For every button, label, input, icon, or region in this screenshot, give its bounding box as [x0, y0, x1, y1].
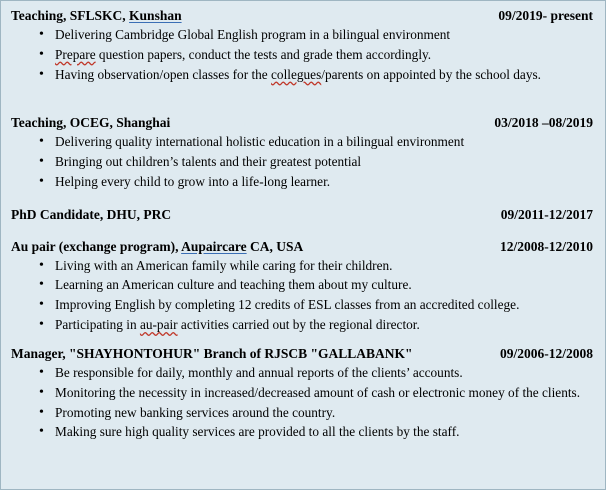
entry-header	[9, 345, 595, 363]
entry-bullets	[9, 364, 595, 443]
list-item: • Having observation/open classes for the collegues/parents on appointed by the school days.	[9, 66, 595, 85]
entry-date: 09/2019- present	[498, 8, 593, 23]
section-spacer	[9, 226, 595, 238]
list-item: • Learning an American culture and teaching them about my culture.	[9, 276, 595, 295]
education-entry	[9, 206, 595, 224]
entry-title: Teaching, OCEG, Shanghai	[11, 115, 171, 131]
entry-title-text: Teaching, SFLSKC,	[11, 8, 130, 23]
entry-title-tail: CA, USA	[246, 238, 304, 254]
section-spacer	[9, 194, 595, 206]
list-item: • Delivering quality international holistic education in a bilingual environment	[9, 133, 595, 152]
experience-entry	[9, 7, 595, 84]
section-spacer	[9, 86, 595, 114]
entry-header	[9, 7, 595, 25]
spellcheck-word: Prepare	[55, 46, 96, 62]
entry-bullets	[9, 133, 595, 192]
spellcheck-word: collegues	[271, 66, 322, 82]
list-item: • Be responsible for daily, monthly and annual reports of the clients’ accounts.	[9, 364, 595, 383]
entry-header	[9, 238, 595, 256]
entry-date: 09/2006-12/2008	[500, 346, 593, 361]
list-item: • Prepare question papers, conduct the tests and grade them accordingly.	[9, 46, 595, 65]
entry-header	[9, 206, 595, 224]
section-spacer	[9, 337, 595, 345]
experience-entry	[9, 345, 595, 442]
entry-date: 12/2008-12/2010	[500, 238, 593, 254]
list-item: • Improving English by completing 12 credits of ESL classes from an accredited college.	[9, 296, 595, 315]
entry-title: PhD Candidate, DHU, PRC	[11, 206, 172, 222]
entry-date: 09/2011-12/2017	[500, 206, 593, 222]
experience-entry	[9, 238, 595, 335]
experience-entry	[9, 114, 595, 191]
list-item: • Delivering Cambridge Global English program in a bilingual environment	[9, 26, 595, 45]
spellcheck-word: au-pair	[139, 317, 178, 333]
list-item: • Helping every child to grow into a life-long learner.	[9, 173, 595, 192]
entry-title-marked: Aupaircare	[181, 238, 247, 254]
list-item: • Bringing out children’s talents and their greatest potential	[9, 153, 595, 172]
entry-title	[11, 238, 303, 256]
entry-header	[9, 114, 595, 132]
entry-title-marked: Kunshan	[129, 8, 182, 23]
list-item: • Making sure high quality services are provided to all the clients by the staff.	[9, 423, 595, 442]
list-item: • Promoting new banking services around the country.	[9, 404, 595, 423]
entry-bullets	[9, 257, 595, 336]
entry-bullets	[9, 26, 595, 85]
entry-date: 03/2018 –08/2019	[494, 115, 593, 131]
entry-title: Manager, "SHAYHONTOHUR" Branch of RJSCB "GALLABANK"	[11, 346, 413, 361]
entry-title-text: Au pair (exchange program),	[11, 238, 182, 254]
list-item: • Participating in au-pair activities carried out by the regional director.	[9, 316, 595, 335]
list-item: • Monitoring the necessity in increased/decreased amount of cash or electronic money of the clients.	[9, 384, 595, 403]
entry-title	[11, 7, 182, 25]
list-item: • Living with an American family while caring for their children.	[9, 257, 595, 276]
